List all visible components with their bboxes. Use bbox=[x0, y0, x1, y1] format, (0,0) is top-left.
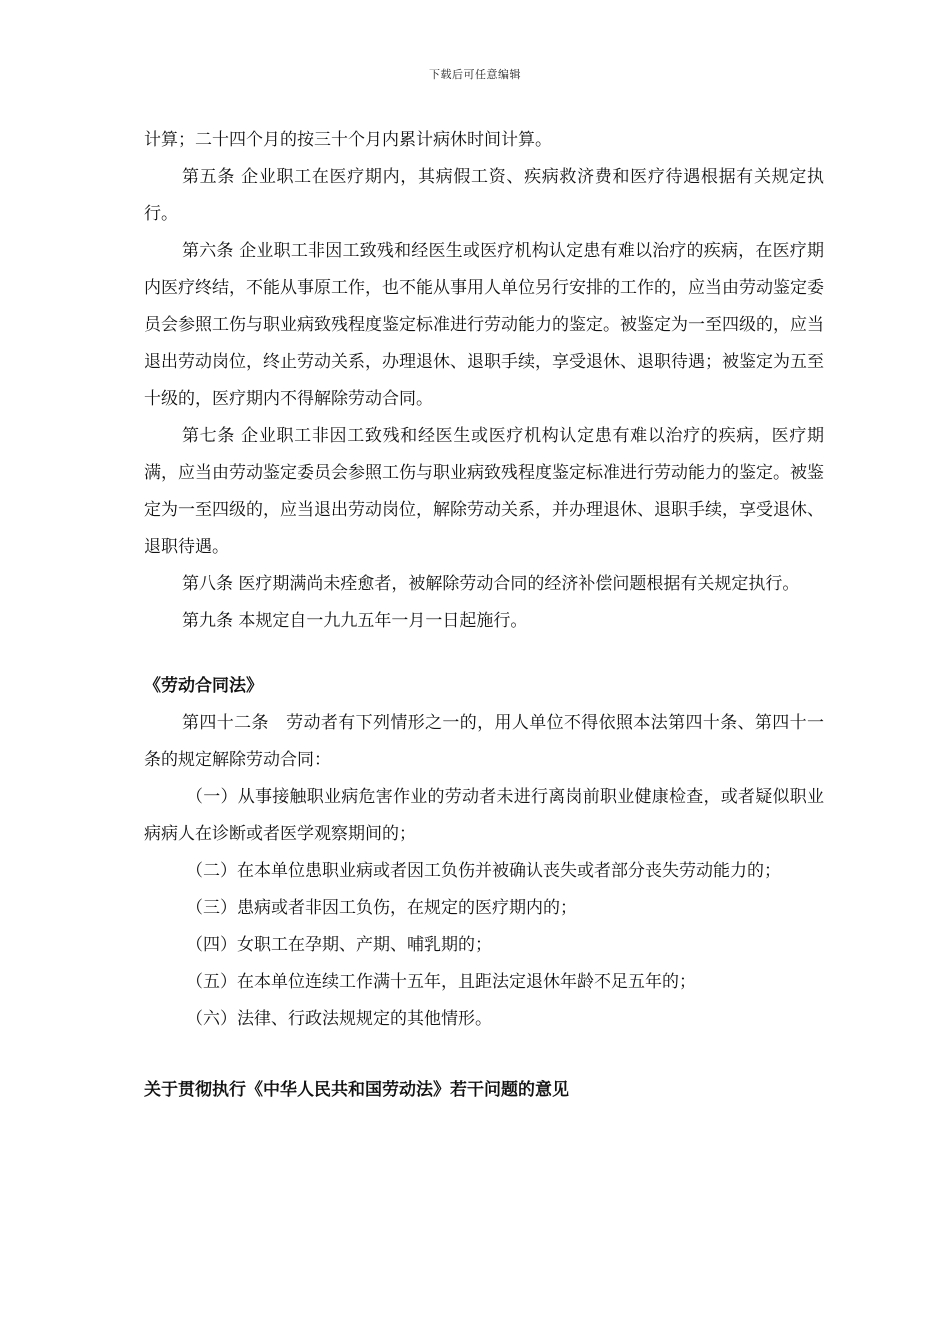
article-42: 第四十二条 劳动者有下列情形之一的，用人单位不得依照本法第四十条、第四十一条的规定解除劳动合同： bbox=[144, 713, 824, 770]
page-header-note: 下载后可任意编辑 bbox=[429, 68, 521, 81]
article-6: 第六条 企业职工非因工致残和经医生或医疗机构认定患有难以治疗的疾病，在医疗期内医疗终结，不能从事原工作，也不能从事用人单位另行安排的工作的，应当由劳动鉴定委员会参照工伤与职业病致残程度鉴定标准进行劳动能力的鉴定。被鉴定为一至四级的，应当退出劳动岗位，终止劳动关系，办理退休、退职手续，享受退休、退职待遇；被鉴定为五至十级的，医疗期内不得解除劳动合同。 bbox=[144, 241, 824, 409]
list-item-5: （五）在本单位连续工作满十五年，且距法定退休年龄不足五年的； bbox=[186, 972, 696, 992]
article-5: 第五条 企业职工在医疗期内，其病假工资、疾病救济费和医疗待遇根据有关规定执行。 bbox=[144, 167, 824, 224]
list-item-3: （三）患病或者非因工负伤，在规定的医疗期内的； bbox=[186, 898, 577, 918]
document-body bbox=[144, 122, 824, 1109]
section-heading-labor-law-opinions: 关于贯彻执行《中华人民共和国劳动法》若干问题的意见 bbox=[144, 1080, 569, 1100]
list-item-4: （四）女职工在孕期、产期、哺乳期的； bbox=[186, 935, 492, 955]
list-item-2: （二）在本单位患职业病或者因工负伤并被确认丧失或者部分丧失劳动能力的； bbox=[186, 861, 781, 881]
article-8: 第八条 医疗期满尚未痊愈者，被解除劳动合同的经济补偿问题根据有关规定执行。 bbox=[182, 574, 800, 594]
section-spacer bbox=[144, 640, 824, 668]
paragraph-continuation: 计算；二十四个月的按三十个月内累计病休时间计算。 bbox=[144, 130, 552, 150]
list-item-1: （一）从事接触职业病危害作业的劳动者未进行离岗前职业健康检查，或者疑似职业病病人在诊断或者医学观察期间的； bbox=[144, 787, 824, 844]
article-7: 第七条 企业职工非因工致残和经医生或医疗机构认定患有难以治疗的疾病，医疗期满，应当由劳动鉴定委员会参照工伤与职业病致残程度鉴定标准进行劳动能力的鉴定。被鉴定为一至四级的，应当退出劳动岗位，解除劳动关系，并办理退休、退职手续，享受退休、退职待遇。 bbox=[144, 426, 824, 557]
section-heading-labor-contract-law: 《劳动合同法》 bbox=[144, 676, 263, 696]
section-spacer bbox=[144, 1038, 824, 1072]
article-9: 第九条 本规定自一九九五年一月一日起施行。 bbox=[182, 611, 528, 631]
list-item-6: （六）法律、行政法规规定的其他情形。 bbox=[186, 1009, 492, 1029]
